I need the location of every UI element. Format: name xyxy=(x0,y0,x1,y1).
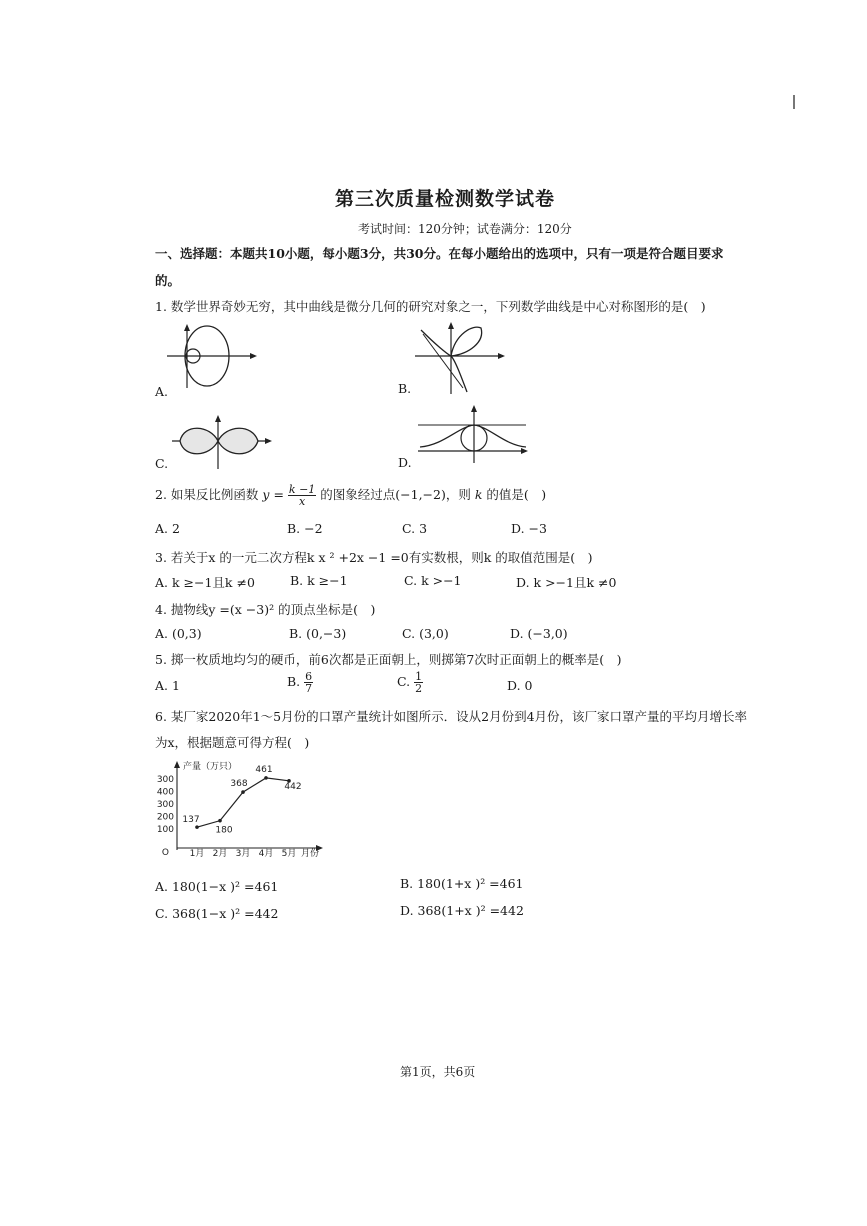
q5-option-b-label: B. xyxy=(287,674,301,689)
q3-option-b: B. k ≥−1 xyxy=(290,573,348,588)
q2-option-c: C. 3 xyxy=(402,521,428,536)
q2-var-k: k xyxy=(474,487,483,502)
q4-option-a: A. (0,3) xyxy=(155,626,202,641)
data-label: 137 xyxy=(182,815,200,826)
origin-label: O xyxy=(161,848,169,858)
q5-option-b-fraction xyxy=(304,671,313,694)
q4-option-c: C. (3,0) xyxy=(402,626,449,641)
question-6-stem-cont: 为x，根据题意可得方程( ) xyxy=(155,735,310,750)
q5-option-b-num: 6 xyxy=(305,670,313,683)
q2-stem-post: 的图象经过点(−1,−2)，则 xyxy=(320,487,471,502)
section-heading-cont: 的。 xyxy=(155,273,181,288)
witch-curve-icon xyxy=(414,405,534,465)
question-3-stem: 3. 若关于x 的一元二次方程k x ² +2x −1 =0有实数根，则k 的取值范围是( ) xyxy=(155,550,593,565)
lemniscate-curve-icon xyxy=(170,415,275,470)
q5-option-a: A. 1 xyxy=(155,678,180,693)
production-chart xyxy=(155,758,330,862)
q5-option-b-den: 7 xyxy=(305,682,313,695)
y-axis-arrow xyxy=(174,761,180,768)
y-tick-label: 300 xyxy=(156,800,174,810)
question-1-stem: 1. 数学世界奇妙无穷，其中曲线是微分几何的研究对象之一，下列数学曲线是中心对称图形的是( ) xyxy=(155,299,706,314)
data-point xyxy=(241,790,245,794)
q5-option-c-label: C. xyxy=(397,674,411,689)
section-heading: 一、选择题：本题共10小题，每小题3分，共30分。在每小题给出的选项中，只有一项是符合题目要求 xyxy=(155,246,724,261)
exam-info: 考试时间：120分钟；试卷满分：120分 xyxy=(358,222,572,236)
q2-option-d: D. −3 xyxy=(511,521,547,536)
q5-option-c-fraction xyxy=(414,671,423,694)
x-tick-label: 4月 xyxy=(258,849,274,858)
x-tick-label: 5月 xyxy=(281,849,297,858)
q4-option-d: D. (−3,0) xyxy=(510,626,568,641)
data-label: 368 xyxy=(230,779,248,790)
question-5-stem: 5. 掷一枚质地均匀的硬币，前6次都是正面朝上，则掷第7次时正面朝上的概率是( ) xyxy=(155,652,622,667)
production-line-chart xyxy=(155,758,330,858)
y-tick-label: 300 xyxy=(156,775,174,785)
q6-option-b: B. 180(1+x )² =461 xyxy=(400,876,524,891)
folium-curve-icon xyxy=(413,320,508,395)
q5-option-c-den: 2 xyxy=(415,682,423,695)
y-axis-label: 产量（万只） xyxy=(183,762,238,772)
q6-option-c: C. 368(1−x )² =442 xyxy=(155,906,279,921)
data-point xyxy=(218,819,222,823)
page-title: 第三次质量检测数学试卷 xyxy=(335,188,556,210)
q2-option-b: B. −2 xyxy=(287,521,323,536)
data-label: 442 xyxy=(284,781,302,792)
q3-option-a: A. k ≥−1且k ≠0 xyxy=(155,575,255,590)
q3-option-c: C. k >−1 xyxy=(404,573,462,588)
q1-label-d: D. xyxy=(398,455,412,470)
x-axis-label: 月份 xyxy=(301,849,320,858)
q1-label-c: C. xyxy=(155,456,169,471)
question-2-stem xyxy=(155,484,546,507)
q5-option-d: D. 0 xyxy=(507,678,533,693)
q5-option-c-num: 1 xyxy=(415,670,423,683)
data-label: 461 xyxy=(255,764,273,775)
q5-option-c xyxy=(397,671,423,694)
x-tick-label: 1月 xyxy=(189,849,205,858)
q1-label-b: B. xyxy=(398,381,412,396)
q1-label-a: A. xyxy=(155,384,169,399)
scan-edge-mark xyxy=(793,95,795,109)
question-6-stem: 6. 某厂家2020年1～5月份的口罩产量统计如图所示．设从2月份到4月份，该厂家口罩产量的平均月增长率 xyxy=(155,709,748,724)
limacon-curve-icon xyxy=(165,322,260,390)
y-tick-label: 400 xyxy=(156,787,174,798)
q2-func-eq: = xyxy=(273,487,284,502)
q4-option-b: B. (0,−3) xyxy=(289,626,347,641)
q2-frac-den: x xyxy=(298,495,306,508)
data-label: 180 xyxy=(215,825,233,836)
q2-frac-num: k −1 xyxy=(288,483,316,496)
q2-fraction xyxy=(288,484,316,507)
q3-option-d: D. k >−1且k ≠0 xyxy=(516,575,617,590)
data-point xyxy=(195,825,199,829)
q2-stem-pre: 2. 如果反比例函数 xyxy=(155,487,259,502)
x-tick-label: 3月 xyxy=(235,849,251,858)
page-number: 第1页，共6页 xyxy=(400,1065,476,1079)
q2-option-a: A. 2 xyxy=(155,521,180,536)
q5-option-b xyxy=(287,671,313,694)
q2-func-y: y xyxy=(262,487,270,502)
data-point xyxy=(264,776,268,780)
x-tick-label: 2月 xyxy=(212,849,228,858)
q6-option-d: D. 368(1+x )² =442 xyxy=(400,903,524,918)
q2-stem-end: 的值是( ) xyxy=(486,487,547,502)
q6-option-a: A. 180(1−x )² =461 xyxy=(155,879,279,894)
question-4-stem: 4. 抛物线y =(x −3)² 的顶点坐标是( ) xyxy=(155,602,376,617)
y-tick-label: 200 xyxy=(156,812,174,823)
y-tick-label: 100 xyxy=(156,825,174,835)
